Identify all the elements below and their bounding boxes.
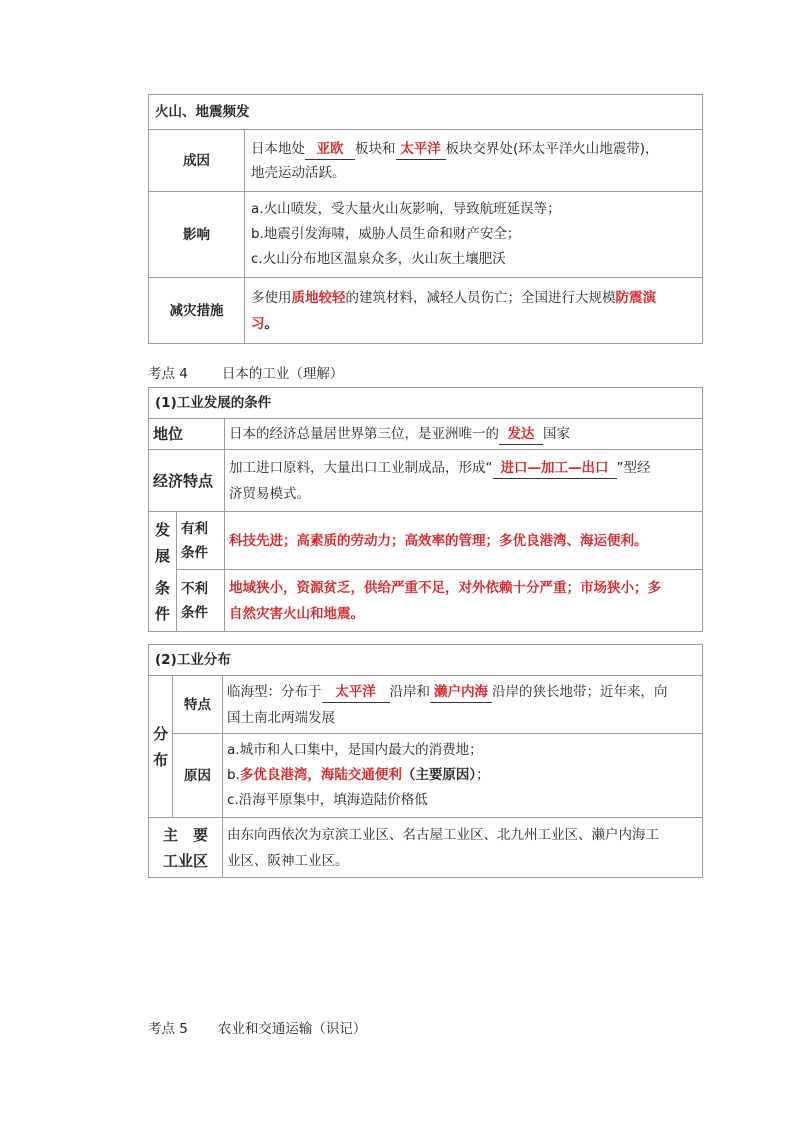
volcano-table-title: 火山、地震频发: [149, 95, 703, 130]
distribution-title: (2)工业分布: [149, 645, 703, 676]
main-zones-text: 由东向西依次为京滨工业区、名古屋工业区、北九州工业区、濑户内海工 业区、阪神工业区。: [223, 818, 703, 878]
impact-label: 影响: [149, 192, 245, 278]
favorable-label: 有利 条件: [177, 512, 225, 570]
feature-blank-1: 太平洋: [322, 682, 390, 703]
economy-blank: 进口—加工—出口: [493, 458, 617, 479]
mitigation-text: 多使用质地较轻的建筑材料，减轻人员伤亡；全国进行大规模防震演 习。: [245, 278, 703, 344]
position-text: 日本的经济总量居世界第三位，是亚洲唯一的 发达 国家: [225, 419, 703, 450]
mitigation-label: 减灾措施: [149, 278, 245, 344]
volcano-table: [148, 94, 703, 344]
position-blank: 发达: [499, 424, 543, 445]
cause-label: 成因: [149, 130, 245, 192]
conditions-vertical-label: 发 展 条 件: [149, 512, 177, 632]
cause-blank-2: 太平洋: [396, 139, 446, 160]
feature-blank-2: 濑户内海: [430, 682, 492, 703]
section-heading-4: 考点 4 日本的工业（理解）: [148, 366, 344, 382]
unfavorable-label: 不利 条件: [177, 570, 225, 632]
unfavorable-text: 地域狭小，资源贫乏，供给严重不足，对外依赖十分严重；市场狭小；多 自然灾害火山和地震。: [225, 570, 703, 632]
section-heading-5: 考点 5 农业和交通运输（识记）: [148, 1021, 367, 1037]
feature-label: 特点: [173, 676, 223, 734]
feature-text: 临海型：分布于 太平洋 沿岸和 濑户内海 沿岸的狭长地带；近年来，向 国土南北两端发展: [223, 676, 703, 734]
industry-conditions-table: [148, 387, 703, 632]
reason-label: 原因: [173, 734, 223, 818]
cause-text: 日本地处 亚欧 板块和 太平洋 板块交界处(环太平洋火山地震带)， 地壳运动活跃。: [245, 130, 703, 192]
industry-distribution-table: [148, 644, 703, 878]
cause-blank-1: 亚欧: [305, 139, 355, 160]
impact-text: a.火山喷发，受大量火山灰影响，导致航班延误等； b.地震引发海啸，威胁人员生命和财产安全； c.火山分布地区温泉众多，火山灰土壤肥沃: [245, 192, 703, 278]
economy-label: 经济特点: [149, 450, 225, 512]
economy-text: 加工进口原料，大量出口工业制成品，形成“ 进口—加工—出口 ”型经 济贸易模式。: [225, 450, 703, 512]
distribution-vertical-label: 分 布: [149, 676, 173, 818]
reason-text: a.城市和人口集中，是国内最大的消费地； b.多优良港湾，海陆交通便利（主要原因）； c.沿海平原集中，填海造陆价格低: [223, 734, 703, 818]
favorable-text: 科技先进；高素质的劳动力；高效率的管理；多优良港湾、海运便利。: [225, 512, 703, 570]
position-label: 地位: [149, 419, 225, 450]
conditions-title: (1)工业发展的条件: [149, 388, 703, 419]
main-zones-label: 主 要 工业区: [149, 818, 223, 878]
